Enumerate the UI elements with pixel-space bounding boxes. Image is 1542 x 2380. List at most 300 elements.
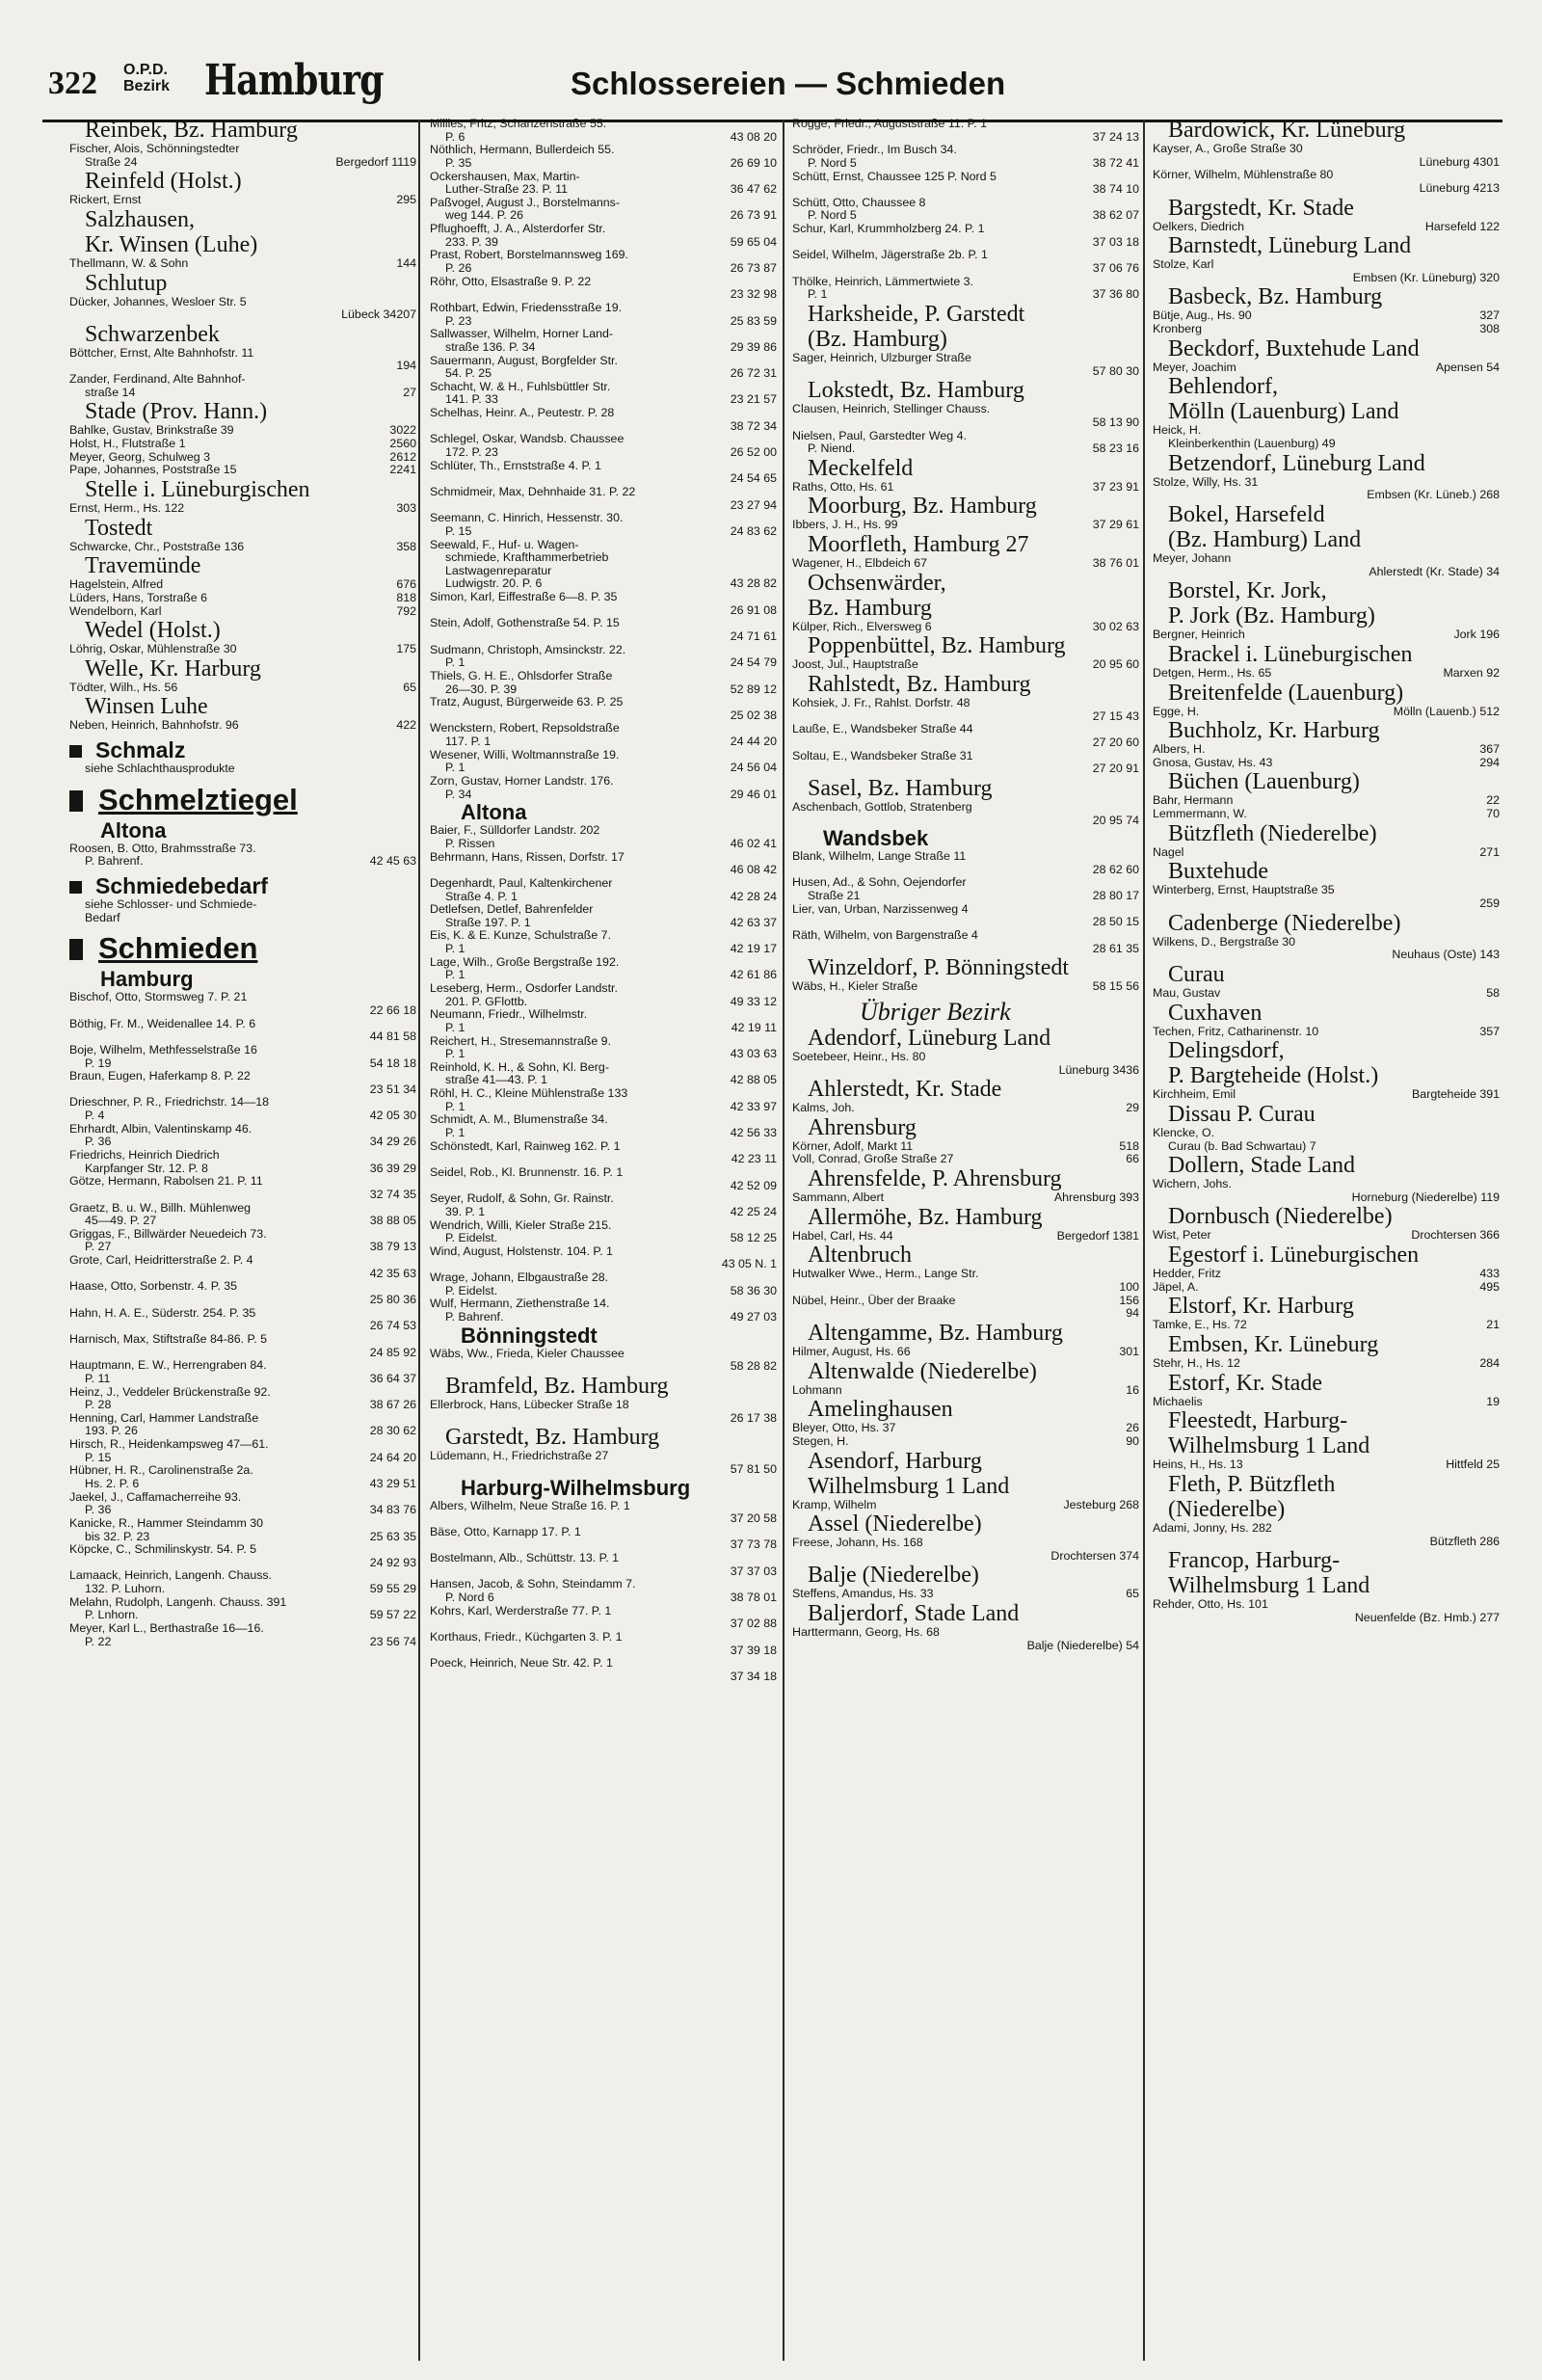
place-heading (430, 1374, 777, 1399)
entry-line (430, 1500, 777, 1513)
entry-line (792, 157, 1139, 171)
entry-text: Nübel, Heinr., Über der Braake (792, 1293, 956, 1307)
entry-text: Salzhausen, (85, 206, 195, 232)
phone-number: 38 76 01 (1092, 556, 1139, 571)
entry-line (430, 1258, 777, 1271)
place-heading (1153, 1294, 1500, 1319)
entry-text: Thiels, G. H. E., Ohlsdorfer Straße (430, 668, 613, 682)
entry-text: Michaelis (1153, 1394, 1203, 1408)
place-heading (792, 1026, 1139, 1051)
entry-line (1153, 936, 1500, 949)
entry-line (430, 1526, 777, 1539)
entry-line (792, 1295, 1139, 1308)
entry-text: Wulf, Hermann, Ziethenstraße 14. (430, 1297, 610, 1311)
entry-line (430, 1113, 777, 1127)
entry-text: Bischof, Otto, Stormsweg 7. P. 21 (69, 990, 248, 1004)
entry-line (792, 916, 1139, 929)
city-heading (430, 801, 777, 824)
place-heading (1153, 1204, 1500, 1229)
phone-number: 29 39 86 (730, 339, 777, 354)
entry-text: P. 26 (445, 261, 472, 276)
entry-text: 54. P. 25 (445, 366, 492, 381)
phone-number: 58 12 25 (730, 1231, 777, 1245)
entry-text: Lohmann (792, 1382, 842, 1397)
place-heading (1153, 962, 1500, 987)
place-heading (792, 596, 1139, 621)
place-heading (69, 322, 416, 347)
entry-line (69, 855, 416, 869)
entry-line (69, 1228, 416, 1242)
phone-number: 58 (1486, 985, 1500, 1000)
entry-line (69, 1596, 416, 1610)
entry-text: schmiede, Krafthammerbetrieb (445, 550, 609, 565)
entry-line (430, 1311, 777, 1324)
entry-text: Baljerdorf, Stade Land (808, 1601, 1020, 1627)
place-heading (1153, 1433, 1500, 1458)
entry-text: Travemünde (85, 553, 201, 579)
entry-text: Böttcher, Ernst, Alte Bahnhofstr. 11 (69, 345, 254, 360)
entry-text: P. 1 (808, 287, 828, 302)
entry-text: Embsen, Kr. Lüneburg (1168, 1331, 1379, 1357)
entry-text: Egestorf i. Lüneburgischen (1168, 1243, 1420, 1269)
phone-number: 433 (1479, 1267, 1500, 1281)
entry-text: Wäbs, H., Kieler Straße (792, 979, 918, 994)
entry-line (430, 1360, 777, 1374)
district-label: O.P.D. Bezirk (123, 62, 171, 94)
place-heading (1153, 1332, 1500, 1357)
place-heading (69, 232, 416, 257)
entry-line (430, 1140, 777, 1154)
entry-text: Schelhas, Heinr. A., Peutestr. P. 28 (430, 406, 615, 420)
entry-line (792, 736, 1139, 750)
entry-text: Bokel, Harsefeld (1168, 501, 1325, 527)
entry-line (792, 710, 1139, 724)
entry-line (1153, 221, 1500, 234)
place-heading (792, 456, 1139, 481)
phone-number: 36 39 29 (369, 1161, 416, 1175)
place-heading (792, 1166, 1139, 1191)
entry-text: Balje (Niederelbe) (808, 1563, 979, 1589)
entry-line (792, 658, 1139, 672)
entry-text: Wilkens, D., Bergstraße 30 (1153, 934, 1296, 949)
entry-line (69, 1123, 416, 1137)
phone-number: 37 39 18 (730, 1643, 777, 1657)
entry-text: Moorburg, Bz. Hamburg (808, 494, 1037, 520)
entry-text: Raths, Otto, Hs. 61 (792, 479, 894, 494)
entry-text: Elstorf, Kr. Harburg (1168, 1294, 1354, 1320)
phone-number: 37 24 13 (1092, 129, 1139, 144)
entry-text: Wäbs, Ww., Frieda, Kieler Chaussee (430, 1346, 625, 1360)
entry-text: Schlegel, Oskar, Wandsb. Chaussee (430, 432, 625, 446)
entry-line (1153, 1536, 1500, 1549)
entry-text: Rothbart, Edwin, Friedensstraße 19. (430, 300, 623, 314)
entry-line (430, 956, 777, 970)
entry-text: Sallwasser, Wilhelm, Horner Land- (430, 327, 614, 341)
phone-number: 38 79 13 (369, 1240, 416, 1254)
entry-line (1153, 897, 1500, 911)
entry-text: Kanicke, R., Hammer Steindamm 30 (69, 1515, 264, 1530)
entry-text: Wendelborn, Karl (69, 603, 162, 618)
phone-number: 34 29 26 (369, 1135, 416, 1149)
place-heading (1153, 1548, 1500, 1573)
entry-text: Röhl, H. C., Kleine Mühlenstraße 133 (430, 1086, 628, 1101)
entry-line (69, 1452, 416, 1465)
entry-text: Ernst, Herm., Hs. 122 (69, 500, 185, 515)
entry-text: Sager, Heinrich, Ulzburger Straße (792, 350, 971, 364)
entry-line (430, 1245, 777, 1259)
entry-line (69, 438, 416, 451)
entry-line (430, 1463, 777, 1477)
entry-text: Straße 197. P. 1 (445, 915, 531, 929)
entry-text: P. 19 (85, 1056, 112, 1070)
entry-line (1153, 1127, 1500, 1140)
entry-line (430, 381, 777, 394)
entry-line (430, 851, 777, 865)
entry-line (430, 1285, 777, 1298)
entry-text: Bützfleth (Niederelbe) (1168, 820, 1377, 846)
entry-text: Meyer, Karl L., Berthastraße 16—16. (69, 1621, 264, 1636)
entry-text: Curau (b. Bad Schwartau) 7 (1168, 1138, 1316, 1153)
entry-text: P. 36 (85, 1503, 112, 1517)
place-heading (69, 271, 416, 296)
entry-line (69, 424, 416, 438)
phone-number: 36 64 37 (369, 1371, 416, 1385)
phone-number: 22 (1486, 793, 1500, 808)
phone-number: 792 (396, 603, 416, 618)
place-heading (1153, 233, 1500, 258)
entry-text: Tostedt (85, 515, 153, 541)
entry-line (430, 1180, 777, 1193)
phone-number: 37 03 18 (1092, 234, 1139, 249)
entry-line (430, 683, 777, 697)
phone-number: 58 13 90 (1092, 414, 1139, 429)
entry-line (1153, 1319, 1500, 1332)
entry-line (430, 525, 777, 539)
phone-number: 100 (1119, 1280, 1139, 1295)
entry-text: Albers, H. (1153, 742, 1206, 757)
entry-text: Schmidmeir, Max, Dehnhaide 31. P. 22 (430, 484, 636, 498)
entry-line (430, 591, 777, 604)
entry-text: P. 1 (445, 761, 465, 775)
entry-line (792, 980, 1139, 994)
entry-text: Sudmann, Christoph, Amsinckstr. 22. (430, 642, 626, 656)
entry-text: P. 22 (85, 1634, 112, 1648)
entry-line (69, 592, 416, 605)
phone-number: 66 (1126, 1152, 1139, 1166)
entry-text: Drieschner, P. R., Friedrichstr. 14—18 (69, 1095, 270, 1110)
entry-line (430, 864, 777, 877)
entry-line (69, 1557, 416, 1570)
phone-number: 30 02 63 (1092, 619, 1139, 633)
phone-number: 24 85 92 (369, 1345, 416, 1359)
entry-line (1153, 1268, 1500, 1281)
entry-line (430, 617, 777, 630)
entry-line (430, 171, 777, 184)
entry-line (1153, 476, 1500, 490)
entry-text: siehe Schlosser- und Schmiede- (85, 897, 257, 912)
entry-line (1153, 1612, 1500, 1625)
entry-line (69, 347, 416, 361)
place-heading (792, 302, 1139, 327)
entry-text: Degenhardt, Paul, Kaltenkirchener (430, 875, 613, 890)
entry-line (1153, 424, 1500, 438)
entry-text: Dollern, Stade Land (1168, 1153, 1355, 1179)
phone-number: 144 (396, 255, 416, 270)
entry-text: Husen, Ad., & Sohn, Oejendorfer (792, 875, 967, 890)
entry-line (69, 898, 416, 912)
entry-line (430, 223, 777, 236)
entry-text: Schütt, Ernst, Chaussee 125 P. Nord 5 (792, 169, 997, 183)
entry-line (69, 1110, 416, 1123)
phone-number: 24 83 62 (730, 523, 777, 538)
entry-text: Wagener, H., Elbdeich 67 (792, 556, 928, 571)
entry-text: Winterberg, Ernst, Hauptstraße 35 (1153, 883, 1335, 897)
entry-text: Hirsch, R., Heidenkampsweg 47—61. (69, 1437, 269, 1452)
entry-line (69, 1136, 416, 1149)
entry-text: P. 36 (85, 1135, 112, 1149)
phone-number: Embsen (Kr. Lüneburg) 320 (1352, 270, 1500, 284)
entry-text: Jaekel, J., Caffamacherreihe 93. (69, 1489, 242, 1504)
entry-line (69, 1412, 416, 1426)
entry-line (792, 262, 1139, 276)
entry-text: Basbeck, Bz. Hamburg (1168, 284, 1383, 310)
entry-line (430, 735, 777, 749)
phone-number: 28 61 35 (1092, 941, 1139, 955)
entry-text: Borstel, Kr. Jork, (1168, 578, 1327, 604)
entry-text: Mölln (Lauenburg) Land (1168, 399, 1399, 425)
entry-line (430, 903, 777, 917)
entry-line (1153, 323, 1500, 336)
entry-text: Rickert, Ernst (69, 193, 142, 207)
entry-line (69, 1504, 416, 1517)
place-heading (792, 571, 1139, 596)
entry-line (792, 1640, 1139, 1653)
entry-text: Asendorf, Harburg (808, 1448, 982, 1474)
phone-number: 94 (1126, 1306, 1139, 1321)
entry-line (792, 118, 1139, 131)
entry-text: Bäse, Otto, Karnapp 17. P. 1 (430, 1524, 581, 1538)
entry-line (430, 236, 777, 250)
phone-number: 23 21 57 (730, 392, 777, 407)
entry-text: Wandsbek (823, 826, 929, 851)
entry-text: Beckdorf, Buxtehude Land (1168, 335, 1420, 361)
city-title: Hamburg (204, 56, 384, 105)
entry-line (430, 604, 777, 618)
entry-text: P. Jork (Bz. Hamburg) (1168, 603, 1375, 629)
entry-line (69, 1464, 416, 1478)
place-heading (1153, 1573, 1500, 1598)
entry-text: Wrage, Johann, Elbgaustraße 28. (430, 1270, 609, 1285)
entry-text: Bardowick, Kr. Lüneburg (1168, 118, 1406, 143)
phone-number: 29 (1126, 1101, 1139, 1115)
entry-text: Paßvogel, August J., Borstelmanns- (430, 195, 620, 209)
entry-line (430, 749, 777, 762)
phone-number: Hittfeld 25 (1446, 1457, 1500, 1472)
entry-text: P. 4 (85, 1109, 105, 1123)
entry-line (430, 1048, 777, 1061)
entry-text: Bz. Hamburg (808, 595, 932, 621)
phone-number: Marxen 92 (1443, 665, 1500, 680)
entry-text: P. 6 (445, 129, 465, 144)
phone-number: 26 73 91 (730, 208, 777, 223)
entry-line (69, 541, 416, 554)
entry-text: straße 41—43. P. 1 (445, 1073, 547, 1087)
entry-text: Steffens, Amandus, Hs. 33 (792, 1587, 934, 1601)
entry-line (430, 1552, 777, 1565)
entry-text: Altenwalde (Niederelbe) (808, 1358, 1037, 1384)
entry-line (792, 903, 1139, 917)
phone-number: 29 46 01 (730, 787, 777, 801)
entry-line (792, 430, 1139, 443)
entry-line (430, 775, 777, 789)
entry-text: Stolze, Willy, Hs. 31 (1153, 474, 1259, 489)
entry-line (69, 605, 416, 619)
entry-text: Mau, Gustav (1153, 985, 1221, 1000)
entry-text: Cadenberge (Niederelbe) (1168, 910, 1401, 936)
entry-text: Jäpel, A. (1153, 1279, 1199, 1294)
phone-number: 26 52 00 (730, 445, 777, 460)
place-heading (1153, 1497, 1500, 1522)
phone-number: 58 36 30 (730, 1283, 777, 1297)
entry-text: Seidel, Wilhelm, Jägerstraße 2b. P. 1 (792, 248, 988, 262)
phone-number: 59 57 22 (369, 1608, 416, 1622)
entry-text: P. 23 (445, 313, 472, 328)
entry-line (792, 929, 1139, 943)
entry-line (792, 365, 1139, 379)
entry-text: Bramfeld, Bz. Hamburg (445, 1373, 669, 1399)
phone-number: 23 51 34 (369, 1082, 416, 1096)
entry-line (69, 1438, 416, 1452)
phone-number: 34 83 76 (369, 1503, 416, 1517)
phone-number: 676 (396, 577, 416, 592)
entry-text: Buxtehude (1168, 859, 1268, 885)
place-heading (69, 618, 416, 643)
entry-line (792, 209, 1139, 223)
entry-text: Melahn, Rudolph, Langenh. Chauss. 391 (69, 1594, 287, 1609)
entry-line (1153, 552, 1500, 566)
entry-text: Ludwigstr. 20. P. 6 (445, 576, 543, 591)
entry-text: (Bz. Hamburg) Land (1168, 526, 1362, 552)
phone-number: 58 28 82 (730, 1359, 777, 1374)
entry-line (1153, 182, 1500, 196)
place-heading (69, 169, 416, 194)
entry-text: Bütje, Aug., Hs. 90 (1153, 308, 1252, 323)
entry-text: Gnosa, Gustav, Hs. 43 (1153, 755, 1273, 769)
phone-number: 367 (1479, 742, 1500, 757)
entry-text: Lokstedt, Bz. Hamburg (808, 378, 1024, 404)
entry-text: Altengamme, Bz. Hamburg (808, 1320, 1063, 1346)
entry-line (1153, 628, 1500, 642)
phone-number: 22 66 18 (369, 1003, 416, 1017)
entry-text: Hübner, H. R., Carolinenstraße 2a. (69, 1463, 253, 1478)
place-heading (792, 1205, 1139, 1230)
entry-line (69, 1030, 416, 1044)
city-heading (430, 1477, 777, 1500)
entry-line (792, 1140, 1139, 1154)
entry-line (792, 1499, 1139, 1512)
phone-number: 156 (1119, 1293, 1139, 1307)
entry-line (792, 481, 1139, 495)
entry-text: Stolze, Karl (1153, 257, 1214, 272)
phone-number: Lüneburg 4213 (1419, 180, 1500, 195)
entry-text: Thellmann, W. & Sohn (69, 255, 189, 270)
entry-line (792, 762, 1139, 776)
phone-number: 295 (396, 193, 416, 207)
entry-text: P. 11 (85, 1371, 111, 1385)
entry-text: Dücker, Johannes, Wesloer Str. 5 (69, 294, 247, 308)
entry-text: Heinz, J., Veddeler Brückenstraße 92. (69, 1384, 271, 1399)
entry-line (1153, 156, 1500, 170)
phone-number: 37 23 91 (1092, 479, 1139, 494)
entry-text: Wendrich, Willi, Kieler Straße 215. (430, 1217, 612, 1232)
entry-line (430, 433, 777, 446)
phone-number: 2612 (389, 449, 416, 464)
entry-text: Welle, Kr. Harburg (85, 655, 261, 682)
entry-text: P. Bahrenf. (445, 1310, 504, 1324)
phone-number: 24 64 20 (369, 1450, 416, 1464)
phone-number: Neuenfelde (Bz. Hmb.) 277 (1354, 1610, 1500, 1624)
entry-text: weg 144. P. 26 (445, 208, 524, 223)
entry-line (1153, 1229, 1500, 1243)
entry-text: Estorf, Kr. Stade (1168, 1370, 1322, 1396)
entry-text: Luther-Straße 23. P. 11 (445, 182, 568, 197)
entry-line (1153, 846, 1500, 860)
entry-text: Graetz, B. u. W., Billh. Mühlenweg (69, 1200, 252, 1215)
entry-line (792, 1537, 1139, 1550)
phone-number: 495 (1479, 1279, 1500, 1294)
entry-text: Bahlke, Gustav, Brinkstraße 39 (69, 423, 234, 438)
entry-text: Zorn, Gustav, Horner Landstr. 176. (430, 774, 614, 789)
entry-line (430, 472, 777, 486)
entry-line (792, 1346, 1139, 1359)
column-divider (418, 120, 420, 2361)
entry-line (69, 719, 416, 733)
place-heading (69, 656, 416, 682)
phone-number: 26 17 38 (730, 1410, 777, 1425)
entry-line (69, 1215, 416, 1228)
entry-line (1153, 743, 1500, 757)
entry-text: 132. P. Luhorn. (85, 1582, 166, 1596)
entry-text: P. 15 (445, 523, 472, 538)
entry-line (430, 1153, 777, 1166)
entry-text: Garstedt, Bz. Hamburg (445, 1425, 660, 1451)
entry-text: siehe Schlachthausprodukte (85, 762, 235, 776)
entry-text: Betzendorf, Lüneburg Land (1168, 450, 1425, 476)
entry-text: P. 28 (85, 1398, 112, 1412)
entry-text: Schlutup (85, 270, 168, 296)
entry-line (69, 1004, 416, 1018)
phone-number: 46 08 42 (730, 863, 777, 877)
entry-line (1153, 1088, 1500, 1102)
entry-line (430, 1565, 777, 1579)
entry-line (430, 1512, 777, 1526)
entry-line (792, 864, 1139, 877)
entry-line (430, 929, 777, 943)
place-heading (792, 1511, 1139, 1537)
phone-number: Horneburg (Niederelbe) 119 (1351, 1190, 1500, 1204)
entry-text: P. 1 (445, 1047, 465, 1061)
page-header (42, 54, 1502, 116)
entry-line (430, 996, 777, 1009)
entry-text: 172. P. 23 (445, 445, 498, 460)
entry-line (1153, 1598, 1500, 1612)
entry-line (430, 1087, 777, 1101)
entry-line (430, 709, 777, 723)
entry-line (430, 249, 777, 262)
city-heading (430, 1324, 777, 1348)
place-heading (1153, 859, 1500, 884)
entry-text: Barnstedt, Lüneburg Land (1168, 233, 1412, 259)
